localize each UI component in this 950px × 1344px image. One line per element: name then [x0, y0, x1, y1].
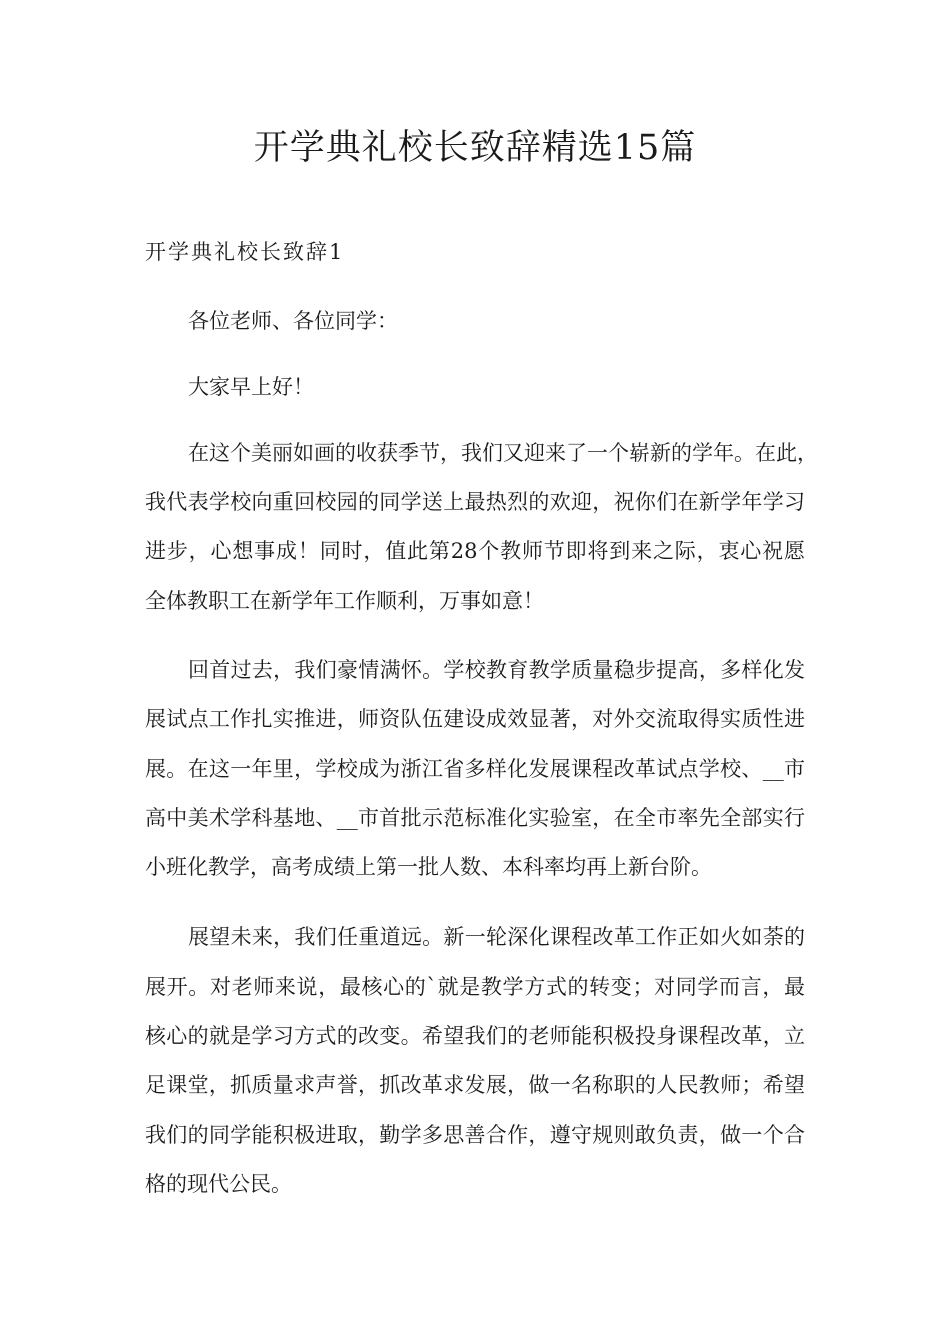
paragraph-line: 格的现代公民。 [145, 1172, 292, 1196]
paragraph-line: 小班化教学，高考成绩上第一批人数、本科率均再上新台阶。 [145, 855, 712, 879]
paragraph-line: 在这个美丽如画的收获季节，我们又迎来了一个崭新的学年。在此， [188, 441, 818, 465]
paragraph-line: 展。在这一年里，学校成为浙江省多样化发展课程改革试点学校、__市 [145, 757, 805, 781]
paragraph-line: 进步，心想事成！同时，值此第28个教师节即将到来之际，衷心祝愿 [145, 539, 805, 563]
paragraph-line: 高中美术学科基地、__市首批示范标准化实验室，在全市率先全部实行 [145, 806, 805, 830]
paragraph-line: 我们的同学能积极进取，勤学多思善合作，遵守规则敢负责，做一个合 [145, 1123, 805, 1147]
greeting: 大家早上好！ [188, 375, 314, 399]
paragraph-line: 展望未来，我们任重道远。新一轮深化课程改革工作正如火如荼的 [188, 925, 805, 949]
salutation: 各位老师、各位同学： [188, 309, 398, 333]
document-title: 开学典礼校长致辞精选15篇 [253, 128, 697, 168]
paragraph-line: 核心的就是学习方式的改变。希望我们的老师能积极投身课程改革，立 [145, 1024, 805, 1048]
paragraph-line: 回首过去，我们豪情满怀。学校教育教学质量稳步提高，多样化发 [188, 658, 805, 682]
paragraph-line: 展试点工作扎实推进，师资队伍建设成效显著，对外交流取得实质性进 [145, 707, 805, 731]
paragraph-line: 全体教职工在新学年工作顺利，万事如意！ [145, 589, 544, 613]
section-heading: 开学典礼校长致辞1 [145, 240, 345, 264]
paragraph-line: 我代表学校向重回校园的同学送上最热烈的欢迎，祝你们在新学年学习 [145, 490, 805, 514]
paragraph-line: 展开。对老师来说，最核心的`就是教学方式的转变；对同学而言，最 [145, 975, 805, 999]
paragraph-line: 足课堂，抓质量求声誉，抓改革求发展，做一名称职的人民教师；希望 [145, 1073, 805, 1097]
